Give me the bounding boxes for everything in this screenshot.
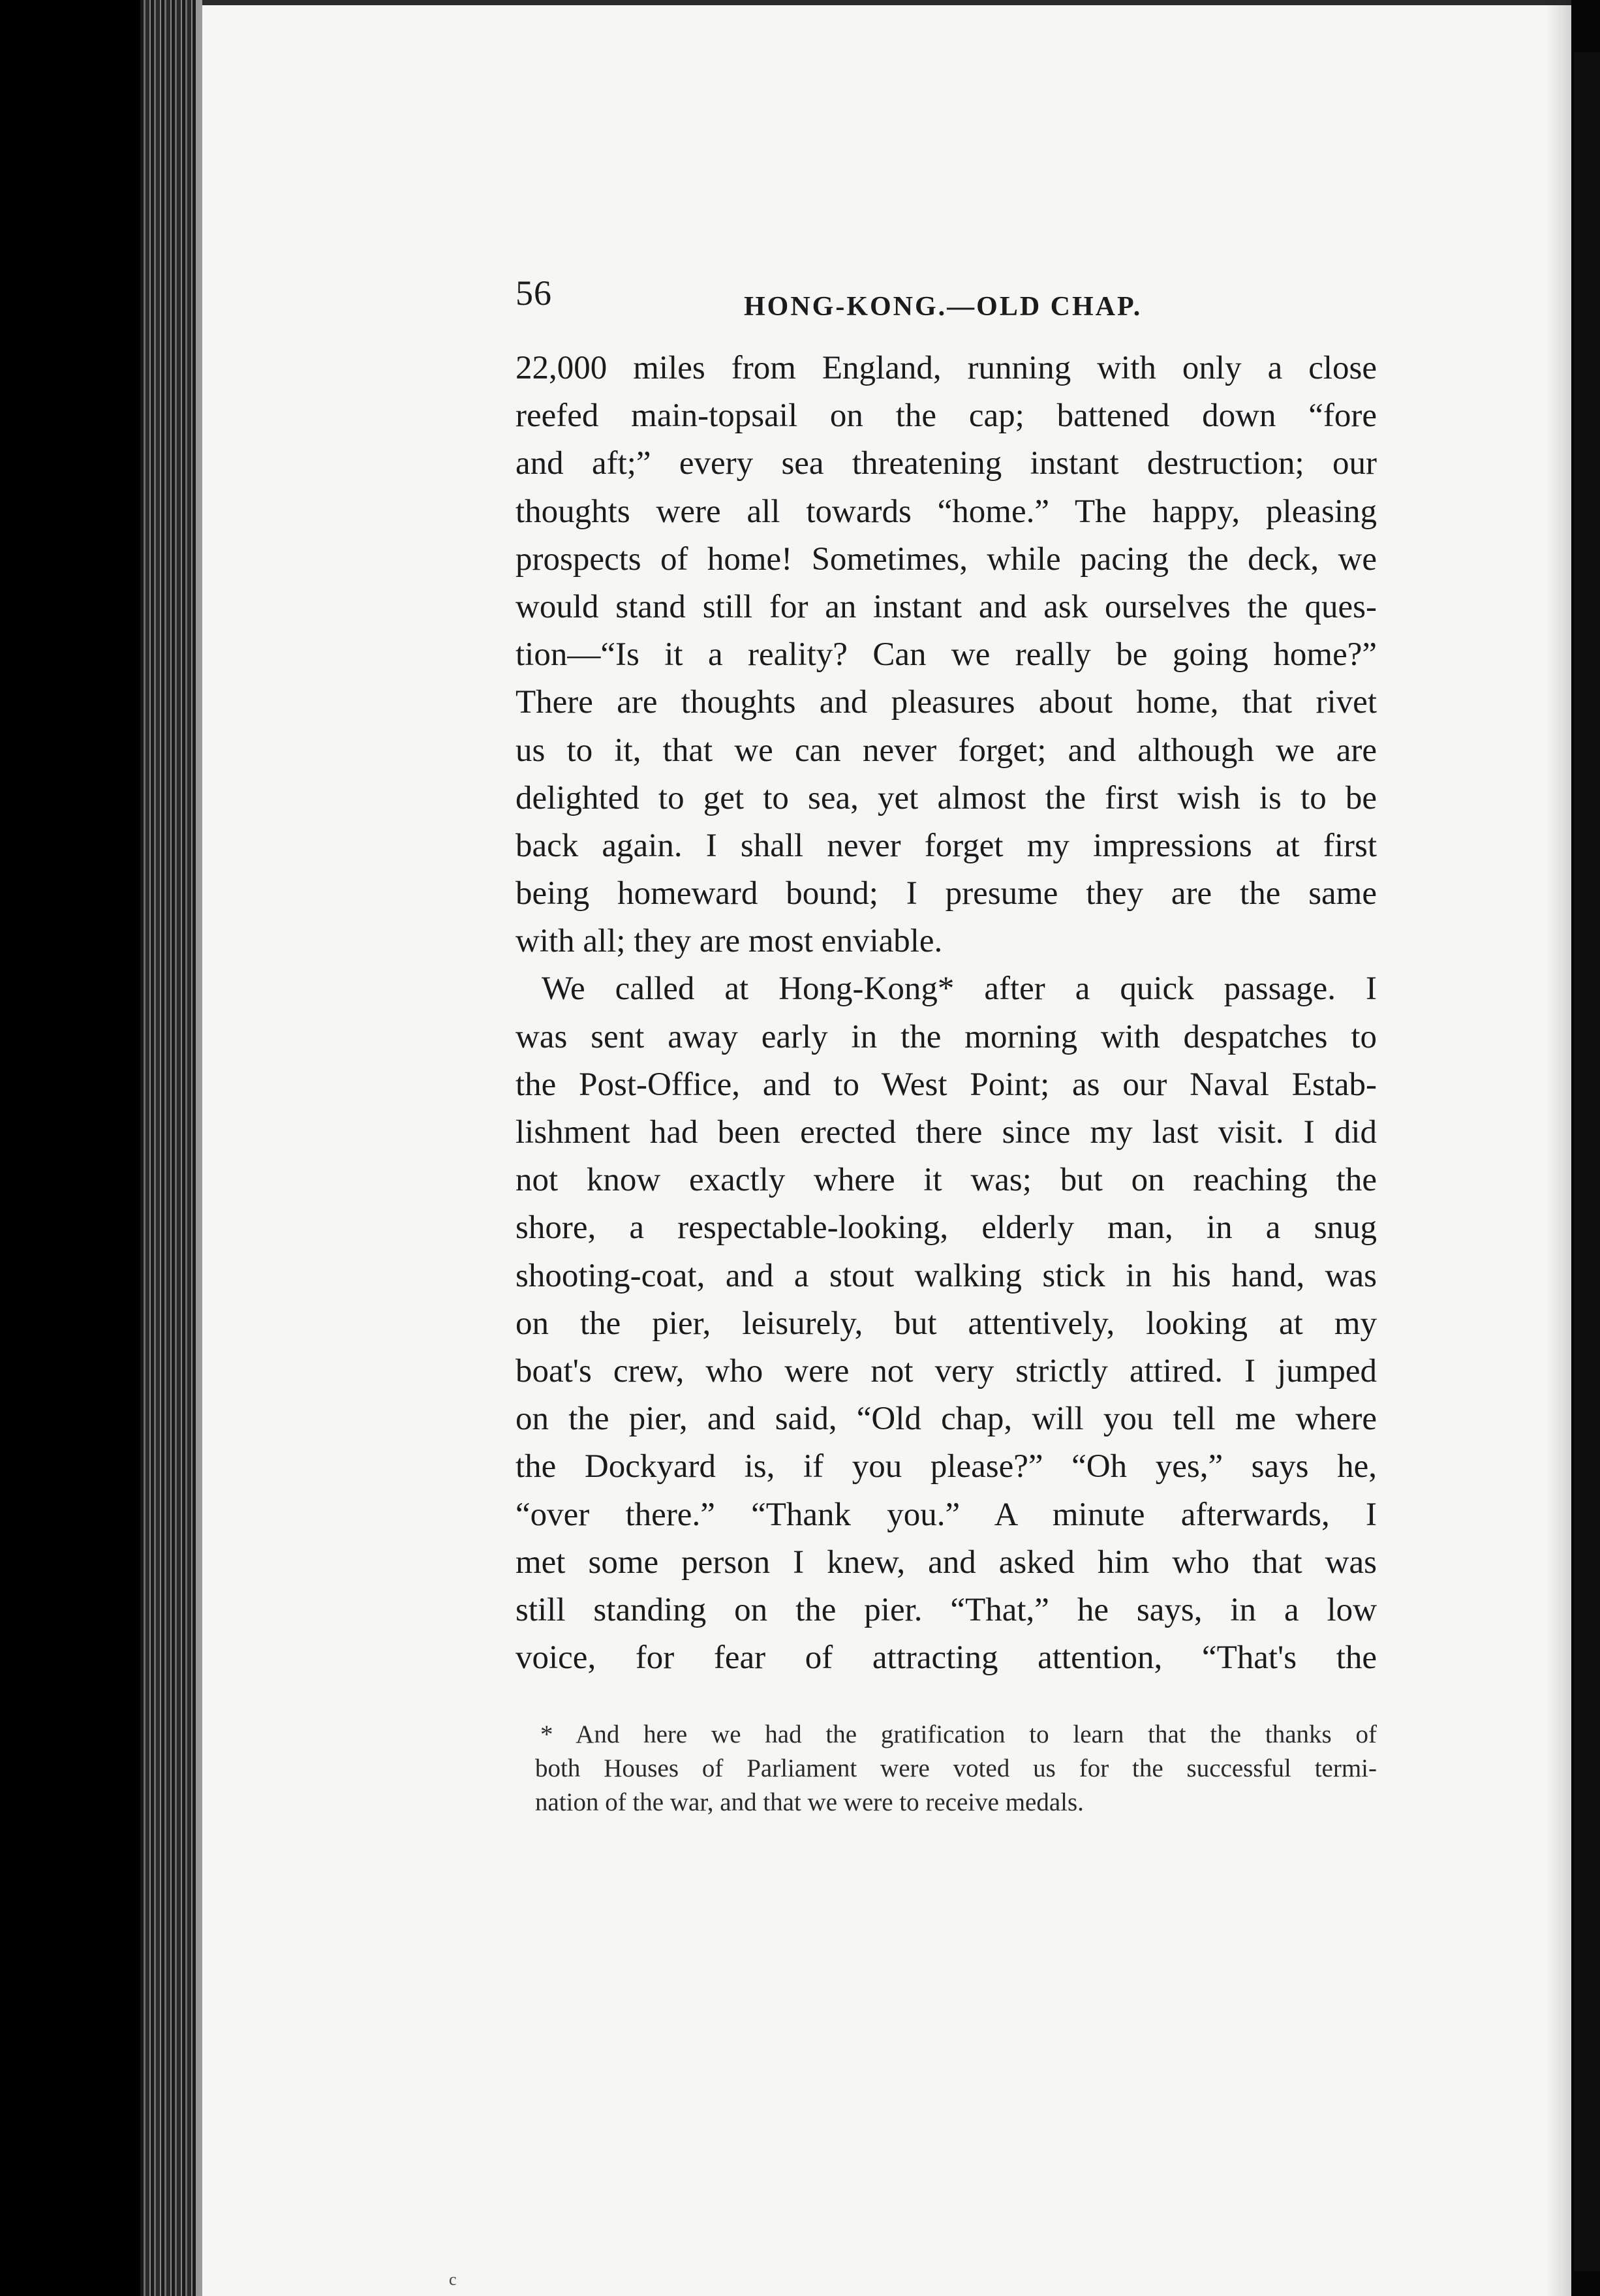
text-line: reefed main-topsail on the cap; battened down “fore [515,397,1377,435]
footnote-line: both Houses of Parliament were voted us for the successful termi- [535,1754,1377,1782]
page-top-edge [202,0,1573,5]
text-line: would stand still for an instant and ask ourselves the ques- [515,588,1377,625]
text-line: the Post-Office, and to West Point; as our Naval Estab- [515,1066,1377,1103]
text-line: on the pier, leisurely, but attentively, looking at my [515,1305,1377,1342]
text-line: was sent away early in the morning with despatches to [515,1018,1377,1055]
text-line: lishment had been erected there since my last visit. I did [515,1114,1377,1151]
text-line: 22,000 miles from England, running with only a close [515,350,1377,386]
text-line: delighted to get to sea, yet almost the first wish is to be [515,779,1377,816]
footnote [535,1718,1377,1820]
text-line: prospects of home! Sometimes, while pacing the deck, we [515,540,1377,578]
text-line: the Dockyard is, if you please?” “Oh yes,” says he, [515,1448,1377,1485]
text-line: still standing on the pier. “That,” he says, in a low [515,1591,1377,1628]
text-line: tion—“Is it a reality? Can we really be going home?” [515,636,1377,674]
body-text [515,345,1377,1682]
text-line: shore, a respectable-looking, elderly man, in a snug [515,1209,1377,1247]
text-line: met some person I knew, and asked him who that was [515,1544,1377,1581]
book-gutter [140,0,202,2296]
text-line: on the pier, and said, “Old chap, will you tell me where [515,1401,1377,1438]
stray-mark: c [449,2270,457,2289]
text-line: with all; they are most enviable. [515,923,943,960]
text-line: back again. I shall never forget my impressions at first [515,827,1377,864]
right-border-inner [1574,52,1600,2271]
page-shadow [1546,0,1573,2296]
text-line: not know exactly where it was; but on reaching the [515,1162,1377,1199]
text-line: shooting-coat, and a stout walking stick in his hand, was [515,1257,1377,1294]
text-line: and aft;” every sea threatening instant destruction; our [515,445,1377,482]
text-line: us to it, that we can never forget; and although we are [515,732,1377,769]
text-line: There are thoughts and pleasures about home, that rivet [515,684,1377,721]
footnote-line: * And here we had the gratification to learn that the thanks of [540,1720,1377,1748]
footnote-line: nation of the war, and that we were to receive medals. [535,1788,1084,1816]
page-number: 56 [515,273,552,313]
text-line: voice, for fear of attracting attention, “That's the [515,1639,1377,1677]
gutter-edge [196,0,202,2296]
text-line: We called at Hong-Kong* after a quick passage. I [542,970,1377,1008]
text-line: “over there.” “Thank you.” A minute afterwards, I [515,1496,1377,1533]
text-line: thoughts were all towards “home.” The happy, pleasing [515,493,1377,530]
text-line: boat's crew, who were not very strictly attired. I jumped [515,1352,1377,1389]
text-line: being homeward bound; I presume they are the same [515,875,1377,912]
running-head: HONG-KONG.—OLD CHAP. [744,292,1143,322]
